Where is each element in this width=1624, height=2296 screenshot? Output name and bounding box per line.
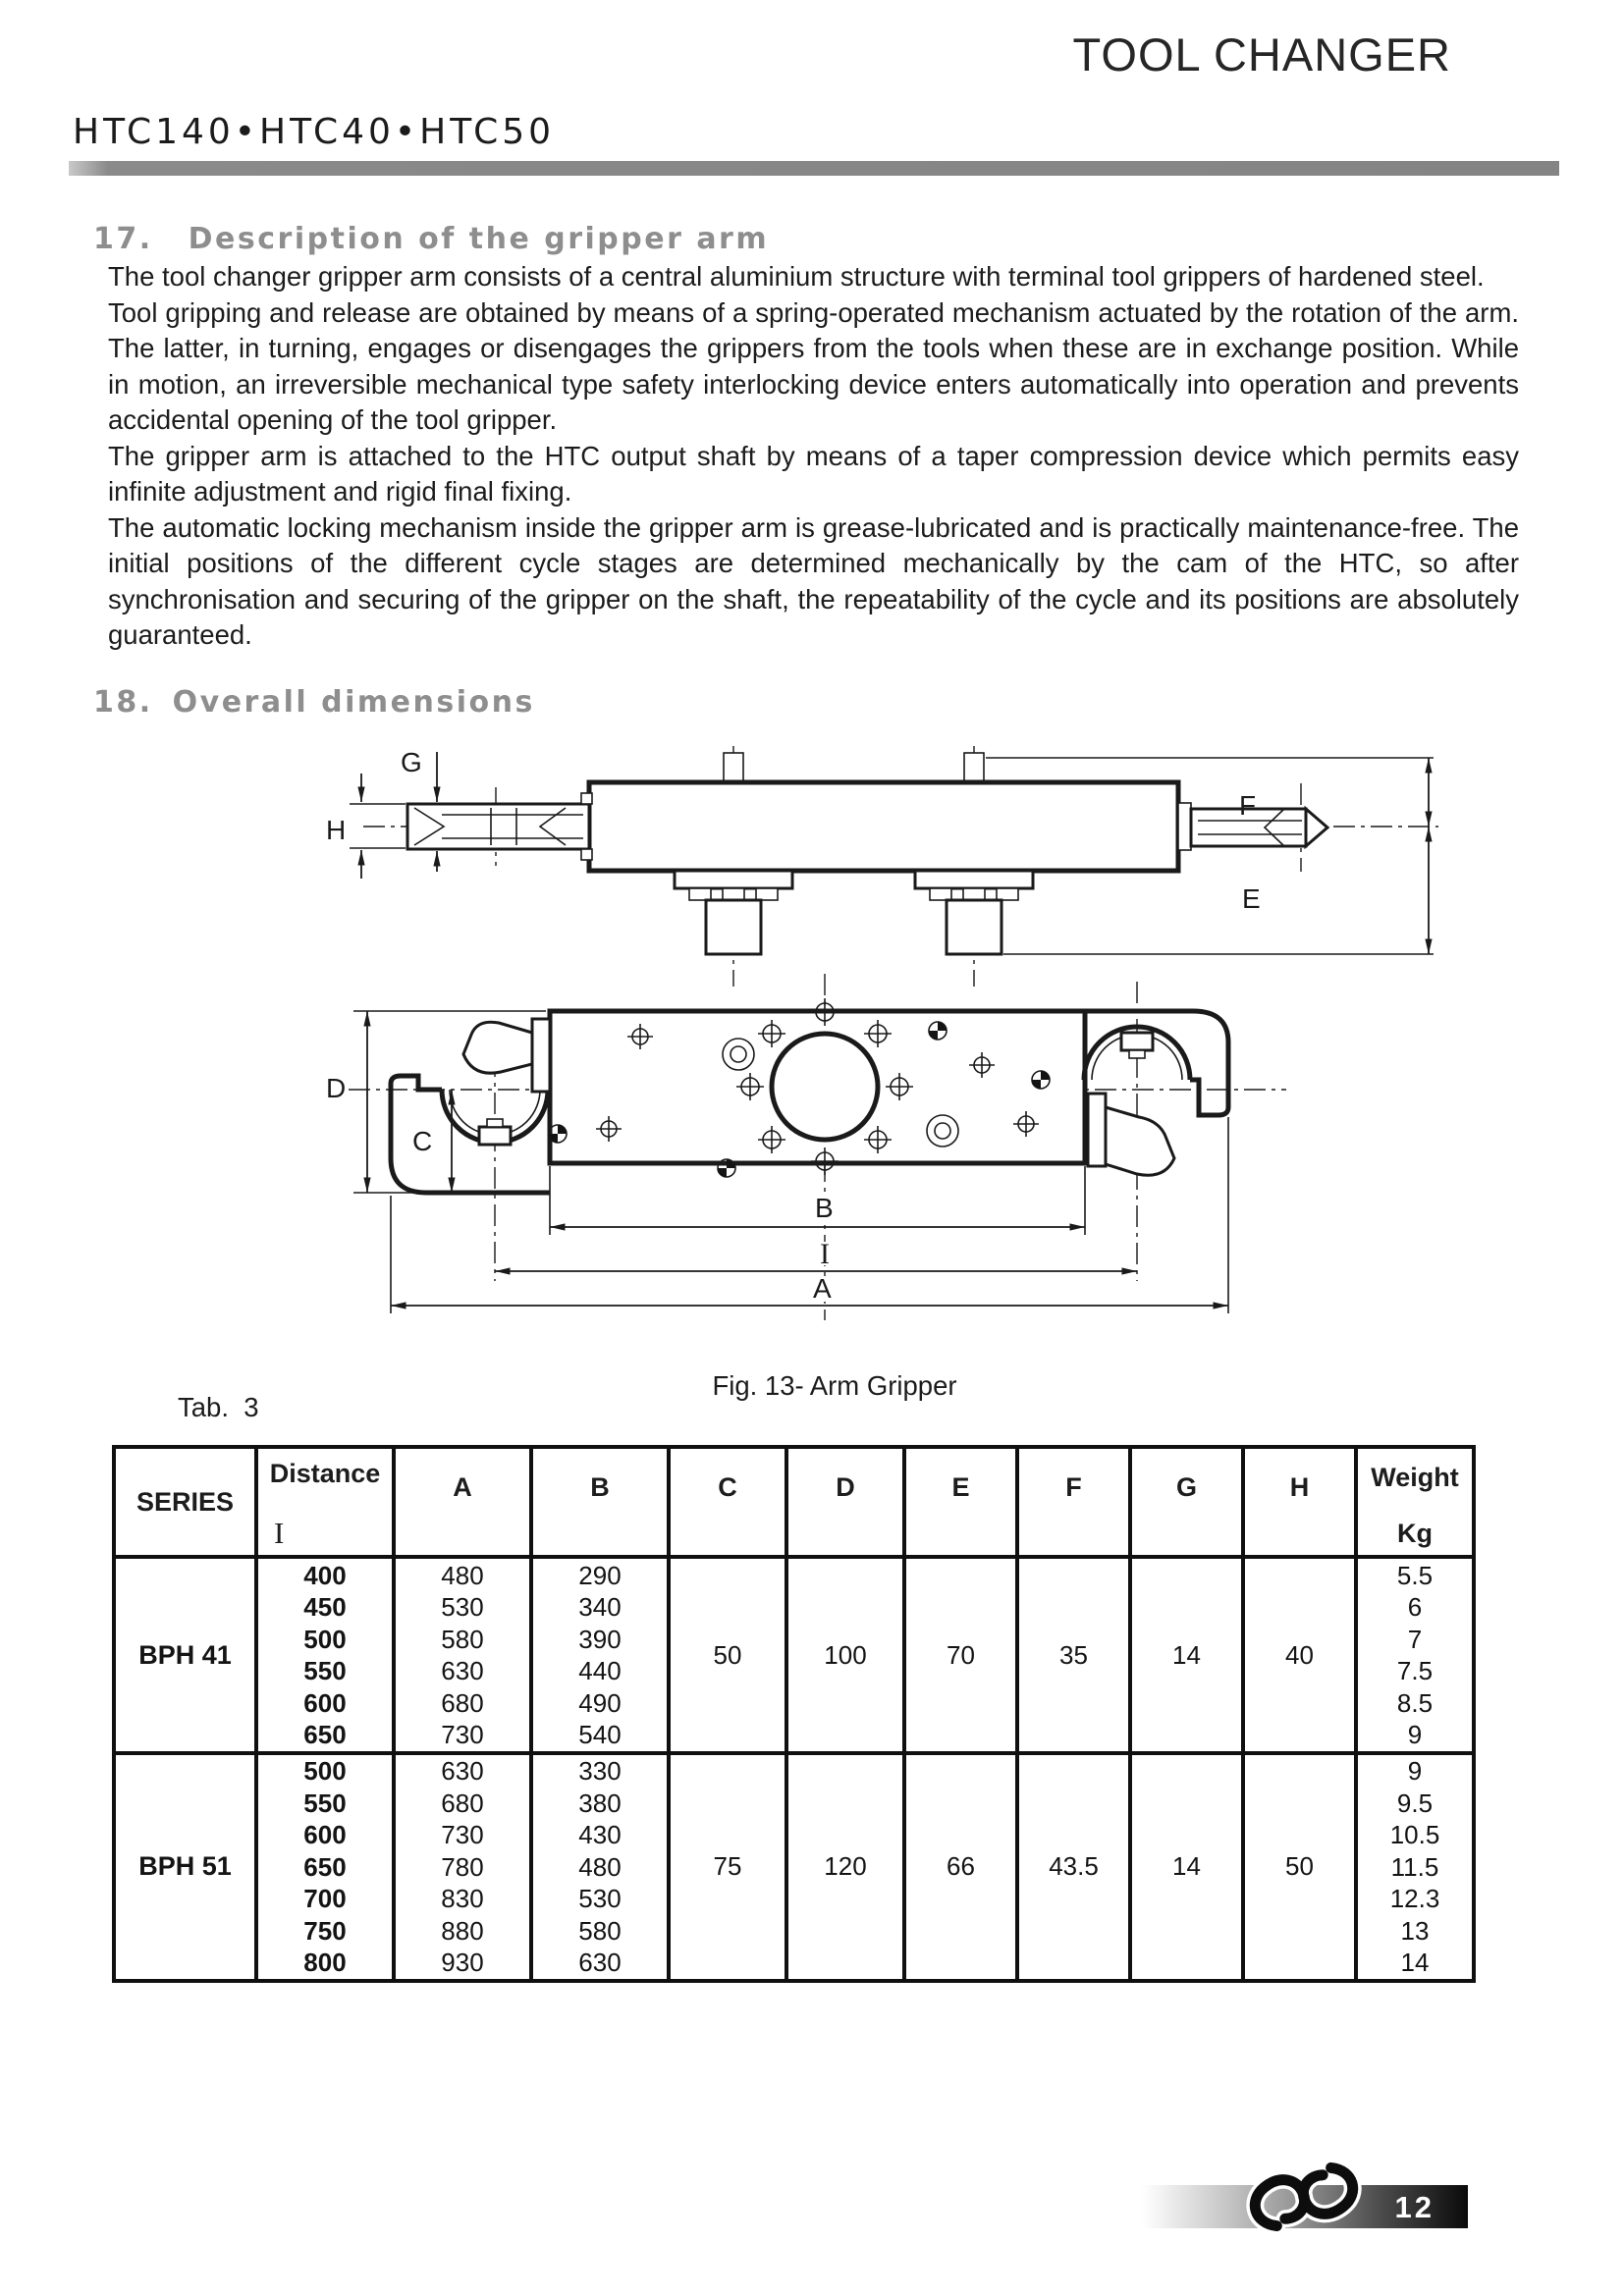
col-header-weight [1356,1447,1474,1557]
cell-g: 14 [1130,1557,1243,1753]
cell-c: 50 [669,1557,786,1753]
company-logo-icon [1239,2154,1369,2240]
section-18-title: Overall dimensions [172,685,535,720]
col-header-a: A [394,1447,531,1557]
section-17-number: 17. [93,222,153,256]
col-header-f: F [1017,1447,1130,1557]
table-caption: Tab. 3 [178,1392,259,1422]
col-header-distance [256,1447,394,1557]
dim-label-c: C [412,1126,433,1156]
cell-weight: 9 9.5 10.5 11.5 12.3 13 14 [1356,1753,1474,1981]
cell-distance: 400 450 500 550 600 650 [256,1557,394,1753]
dim-label-h: H [326,815,347,845]
cell-g: 14 [1130,1753,1243,1981]
cell-b: 290 340 390 440 490 540 [531,1557,669,1753]
cell-c: 75 [669,1753,786,1981]
col-header-d: D [786,1447,904,1557]
cell-distance: 500 550 600 650 700 750 800 [256,1753,394,1981]
cell-a: 630 680 730 780 830 880 930 [394,1753,531,1981]
cell-h: 40 [1243,1557,1356,1753]
table-body [114,1557,1474,1981]
page-number: 12 [1394,2190,1435,2224]
cell-h: 50 [1243,1753,1356,1981]
cell-series: BPH 51 [114,1753,256,1981]
cell-f: 35 [1017,1557,1130,1753]
page-title: TOOL CHANGER [1072,28,1451,80]
table-row [114,1753,1474,1981]
technical-drawing [295,746,1463,1327]
dimensions-table [112,1445,1476,1983]
side-view [326,746,1438,987]
col-header-weight-unit: Kg [1397,1519,1433,1548]
section-17-title: Description of the gripper arm [188,222,770,256]
figure-caption: Fig. 13- Arm Gripper [712,1370,957,1401]
paragraph: The gripper arm is attached to the HTC output shaft by means of a taper compression device which permits easy infinite adjustment and rigid final fixing. [108,440,1519,507]
cell-d: 120 [786,1753,904,1981]
section-18-heading [93,685,535,720]
col-header-h: H [1243,1447,1356,1557]
col-header-weight-label: Weight [1371,1463,1459,1492]
col-header-series: SERIES [114,1447,256,1557]
header-rule [69,161,1559,176]
models-heading: HTC140•HTC40•HTC50 [73,112,556,152]
col-header-b: B [531,1447,669,1557]
dim-label-g: G [401,747,422,777]
col-header-g: G [1130,1447,1243,1557]
cell-b: 330 380 430 480 530 580 630 [531,1753,669,1981]
cell-f: 43.5 [1017,1753,1130,1981]
cell-series: BPH 41 [114,1557,256,1753]
section-17-heading [93,222,769,256]
section-17-body [108,259,1519,654]
dim-label-f: F [1239,790,1257,821]
dim-label-d: D [326,1073,347,1103]
paragraph: Tool gripping and release are obtained by means of a spring-operated mechanism actuated by the rotation of the arm. The latter, in turning, engages or disengages the grippers from the tools when these are in exchange position. While in motion, an irreversible mechanical type safety interlocking device enters automatically into operation and prevents accidental opening of the tool gripper. [108,296,1519,435]
dim-label-i: I [820,1238,830,1270]
cell-d: 100 [786,1557,904,1753]
cell-e: 70 [904,1557,1017,1753]
paragraph: The automatic locking mechanism inside the gripper arm is grease-lubricated and is practically maintenance-free. The initial positions of the different cycle stages are determined mechanically by the cam of the HTC, so after synchronisation and securing of the gripper on the shaft, the repeatability of the cycle and its positions are absolutely guaranteed. [108,511,1519,650]
col-header-e: E [904,1447,1017,1557]
distance-symbol: I [274,1516,285,1550]
paragraph: The tool changer gripper arm consists of a central aluminium structure with terminal tool grippers of hardened steel. [108,261,1485,292]
dim-label-e: E [1242,883,1261,914]
cell-a: 480 530 580 630 680 730 [394,1557,531,1753]
cell-weight: 5.5 6 7 7.5 8.5 9 [1356,1557,1474,1753]
col-header-distance-label: Distance [269,1459,381,1488]
dim-label-b: B [815,1193,834,1223]
col-header-c: C [669,1447,786,1557]
table-row [114,1557,1474,1753]
section-18-number: 18. [93,685,153,720]
cell-e: 66 [904,1753,1017,1981]
dim-label-a: A [813,1273,832,1304]
table-header-row [114,1447,1474,1557]
plan-view [326,974,1286,1320]
